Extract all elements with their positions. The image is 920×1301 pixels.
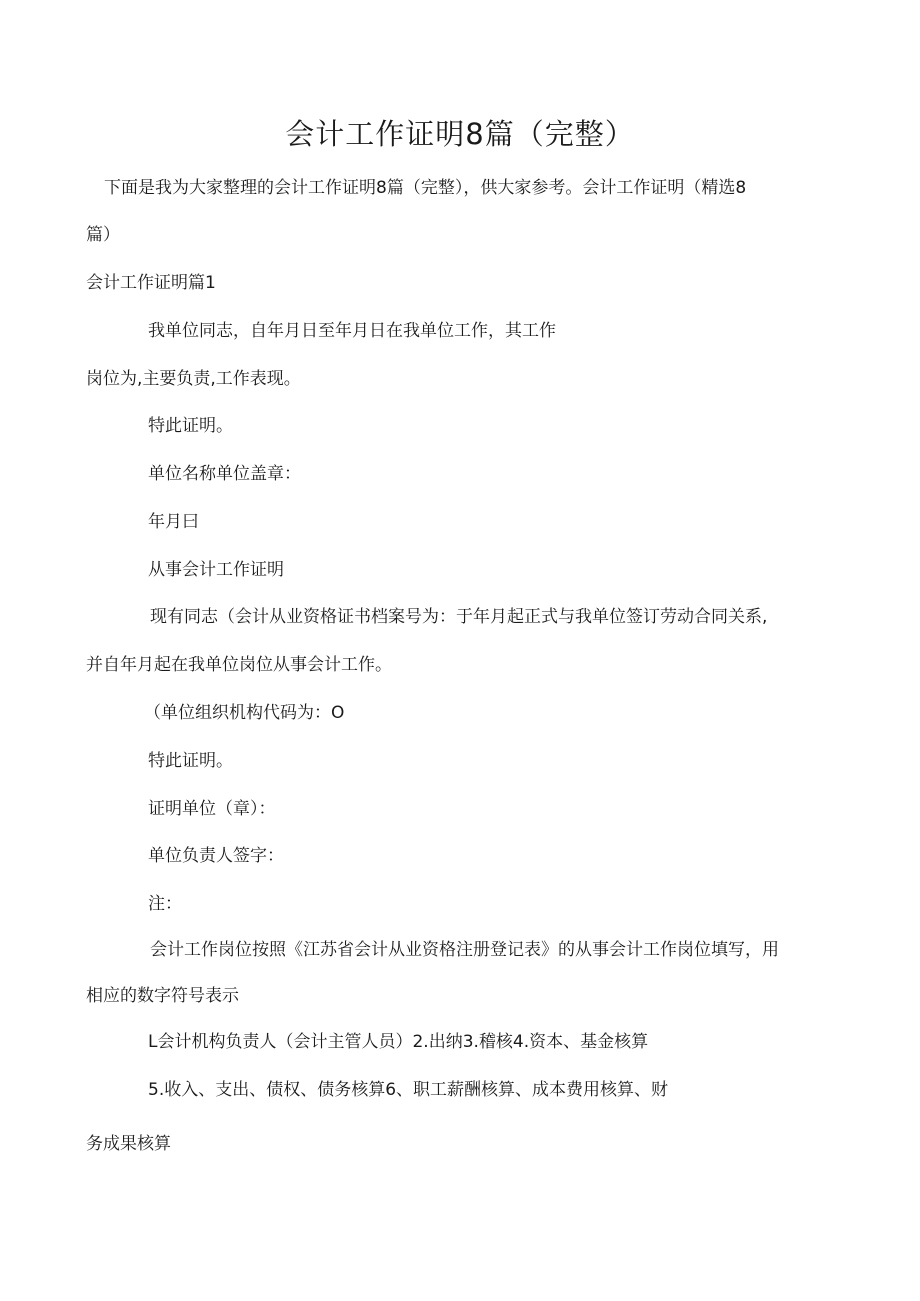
paragraph-line: 特此证明。 — [148, 416, 233, 436]
paragraph-line: 从事会计工作证明 — [148, 560, 284, 580]
paragraph-line: 岗位为,主要负责,工作表现。 — [86, 369, 301, 389]
paragraph-line: 年月曰 — [148, 512, 199, 532]
paragraph-line: 单位名称单位盖章： — [148, 464, 301, 484]
paragraph-line: L会计机构负责人（会计主管人员）2.出纳3.稽核4.资本、基金核算 — [148, 1032, 649, 1052]
paragraph-line: （单位组织机构代码为：O — [144, 703, 345, 723]
paragraph-line: 务成果核算 — [86, 1134, 171, 1154]
paragraph-line: 特此证明。 — [148, 751, 233, 771]
intro-line-1: 下面是我为大家整理的会计工作证明8篇（完整），供大家参考。会计工作证明（精选8 — [104, 178, 747, 198]
paragraph-line: 现有同志（会计从业资格证书档案号为：于年月起正式与我单位签订劳动合同关系, — [150, 607, 768, 627]
paragraph-line: 会计工作岗位按照《江苏省会计从业资格注册登记表》的从事会计工作岗位填写，用 — [150, 940, 779, 960]
paragraph-line: 单位负责人签字： — [148, 846, 284, 866]
paragraph-line: 5.收入、支出、债权、债务核算6、职工薪酬核算、成本费用核算、财 — [148, 1080, 669, 1100]
paragraph-line: 我单位同志，自年月日至年月日在我单位工作，其工作 — [148, 321, 556, 341]
intro-line-2: 篇） — [86, 225, 120, 245]
paragraph-line: 并自年月起在我单位岗位从事会计工作。 — [86, 655, 392, 675]
paragraph-line: 相应的数字符号表示 — [86, 986, 239, 1006]
paragraph-line: 注： — [148, 894, 182, 914]
document-title: 会计工作证明8篇（完整） — [285, 117, 635, 151]
paragraph-line: 证明单位（章）： — [148, 799, 276, 819]
section-heading: 会计工作证明篇1 — [86, 273, 216, 293]
